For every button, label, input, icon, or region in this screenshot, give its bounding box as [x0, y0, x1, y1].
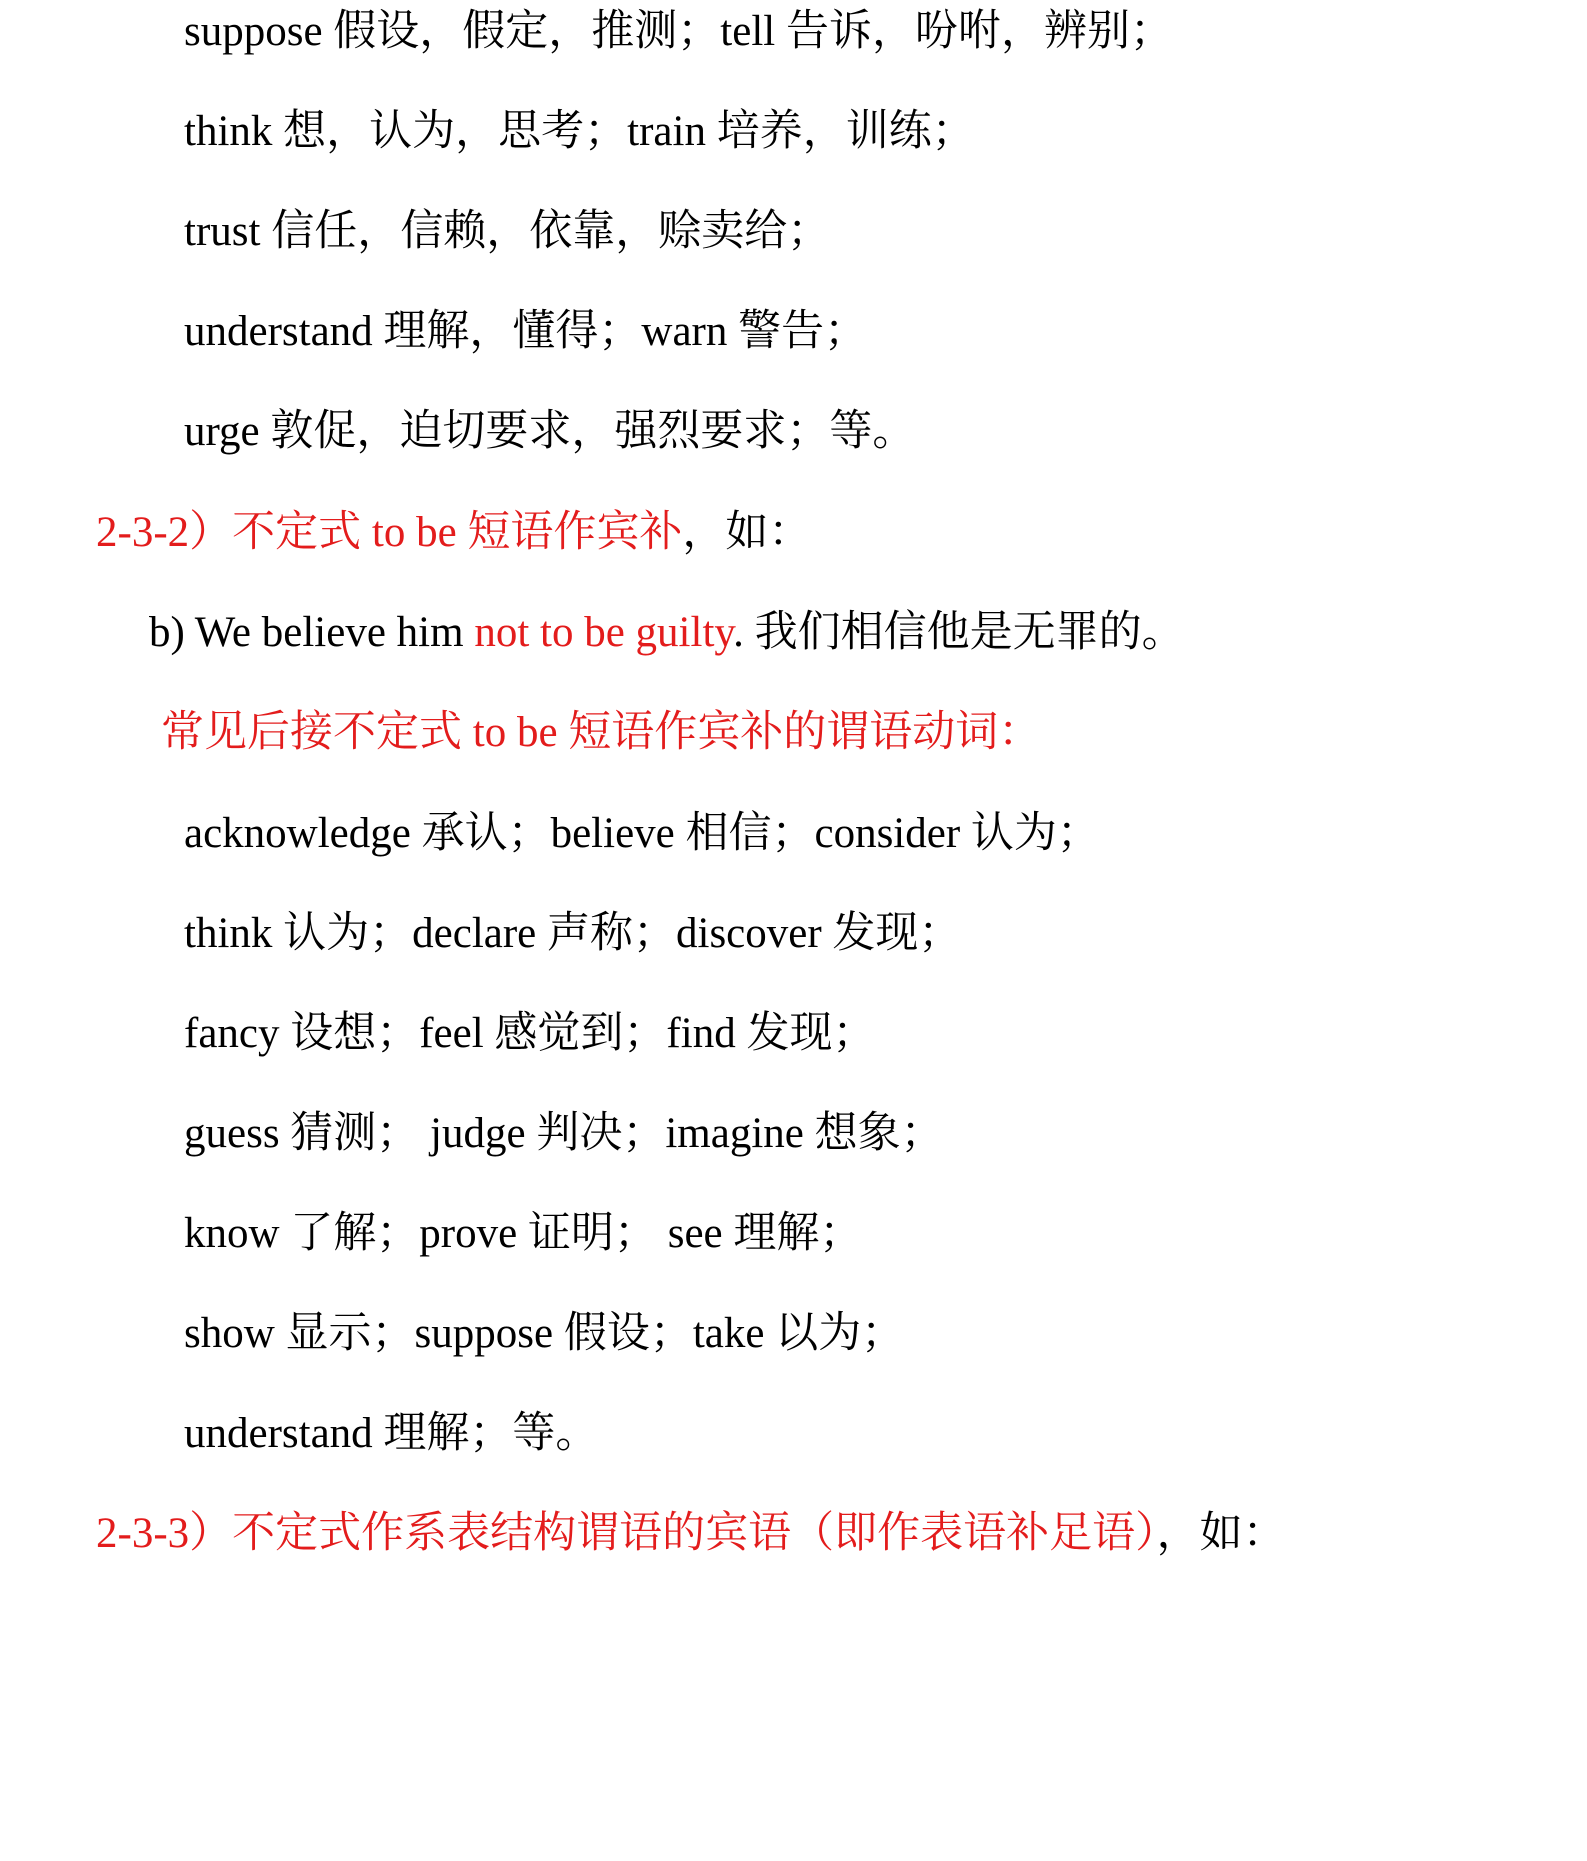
section-heading-2-3-2 — [96, 505, 811, 561]
vocab-line-understand-etc: understand 理解；等。 — [184, 1410, 599, 1457]
vocab-line-suppose-tell: suppose 假设，假定，推测；tell 告诉，吩咐，辨别； — [184, 8, 1173, 55]
vocab-line-know: know 了解；prove 证明； see 理解； — [184, 1210, 863, 1257]
vocab-line-show: show 显示；suppose 假设；take 以为； — [184, 1310, 905, 1357]
vocab-line-think-train: think 想，认为，思考；train 培养，训练； — [184, 108, 975, 155]
vocab-line-trust: trust 信任，信赖，依靠，赊卖给； — [184, 208, 831, 255]
example-b-highlight: not to be guilty — [474, 609, 734, 656]
vocab-line-acknowledge: acknowledge 承认；believe 相信；consider 认为； — [184, 810, 1100, 857]
sub-heading-to-be-verbs: 常见后接不定式 to be 短语作宾补的谓语动词： — [161, 709, 1042, 756]
vocab-line-urge: urge 敦促，迫切要求，强烈要求；等。 — [184, 408, 916, 455]
section-heading-2-3-3-suffix: ，如： — [1156, 1510, 1286, 1557]
section-heading-2-3-3 — [96, 1506, 1286, 1562]
vocab-line-think-declare: think 认为；declare 声称；discover 发现； — [184, 910, 962, 957]
section-heading-2-3-3-title: 2-3-3）不定式作系表结构谓语的宾语（即作表语补足语） — [96, 1510, 1157, 1557]
section-heading-2-3-2-suffix: ，如： — [682, 509, 812, 556]
section-heading-2-3-2-title: 2-3-2）不定式 to be 短语作宾补 — [96, 509, 683, 556]
vocab-line-guess: guess 猜测； judge 判决；imagine 想象； — [184, 1110, 944, 1157]
vocab-line-understand-warn: understand 理解，懂得；warn 警告； — [184, 308, 868, 355]
vocab-line-fancy: fancy 设想；feel 感觉到；find 发现； — [184, 1010, 876, 1057]
example-b-prefix: b) We believe him — [149, 609, 475, 656]
example-sentence-b — [149, 605, 1185, 661]
example-b-suffix: . 我们相信他是无罪的。 — [733, 609, 1185, 656]
